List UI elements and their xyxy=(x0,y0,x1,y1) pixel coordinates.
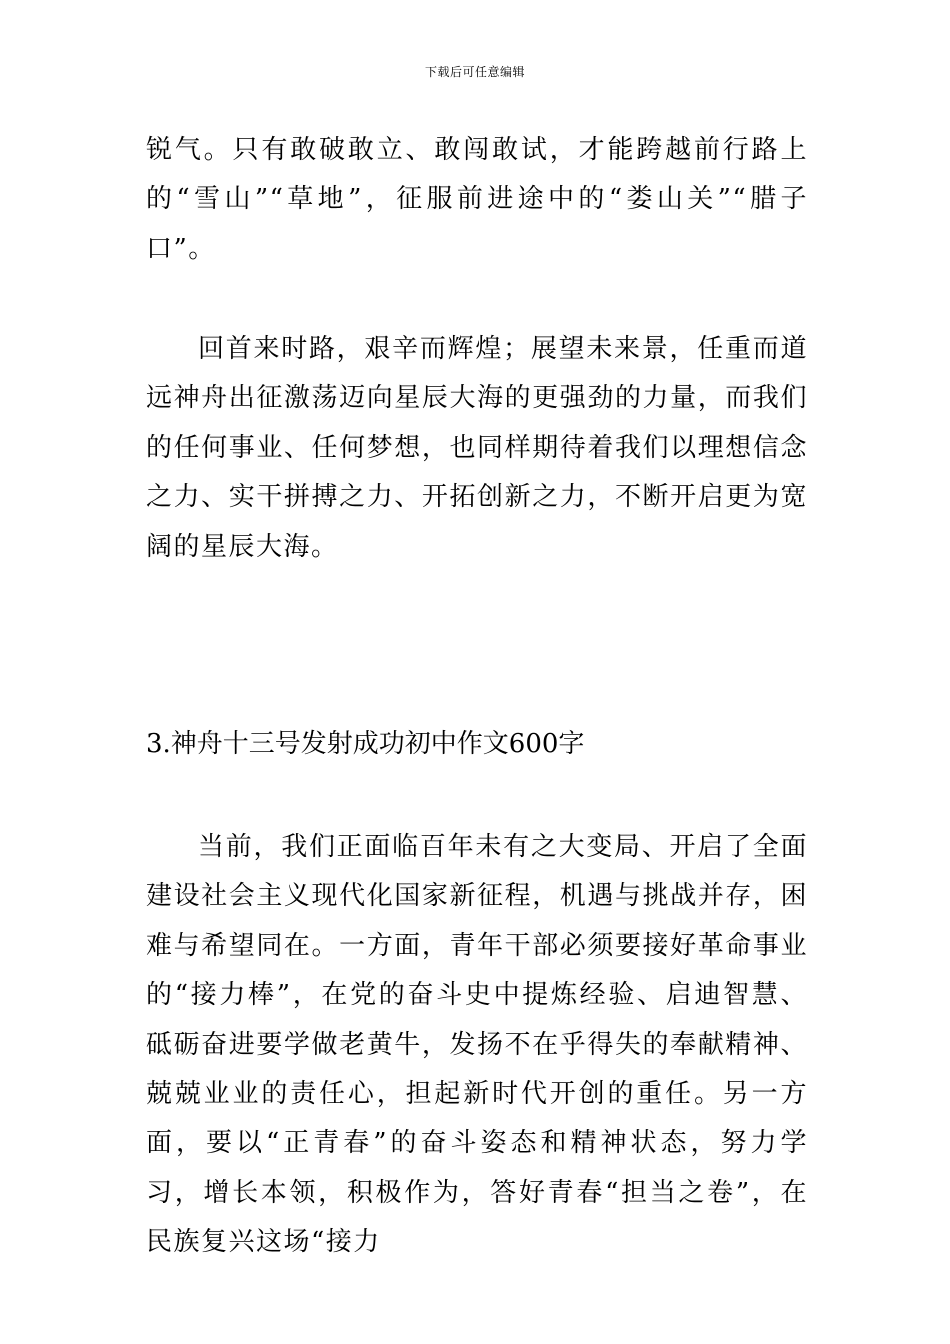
paragraph-looking-back: 回首来时路，艰辛而辉煌；展望未来景，任重而道远神舟出征激荡迈向星辰大海的更强劲的力量，而我们的任何事业、任何梦想，也同样期待着我们以理想信念之力、实干拼搏之力、开拓创新之力，不断开启更为宽阔的星辰大海。 xyxy=(146,334,808,562)
page-header-note: 下载后可任意编辑 xyxy=(424,65,525,79)
section-heading: 3.神舟十三号发射成功初中作文600字 xyxy=(146,729,585,759)
paragraph-current-situation: 当前，我们正面临百年未有之大变局、开启了全面建设社会主义现代化国家新征程，机遇与挑战并存，困难与希望同在。一方面，青年干部必须要接好革命事业的“接力棒”，在党的奋斗史中提炼经验、启迪智慧、砥砺奋进要学做老黄牛，发扬不在乎得失的奉献精神、兢兢业业的责任心，担起新时代开创的重任。另一方面，要以“正青春”的奋斗姿态和精神状态，努力学习，增长本领，积极作为，答好青春“担当之卷”，在民族复兴这场“接力 xyxy=(146,832,808,1258)
paragraph-continuation: 锐气。只有敢破敢立、敢闯敢试，才能跨越前行路上的“雪山”“草地”，征服前进途中的“娄山关”“腊子口”。 xyxy=(146,135,808,264)
